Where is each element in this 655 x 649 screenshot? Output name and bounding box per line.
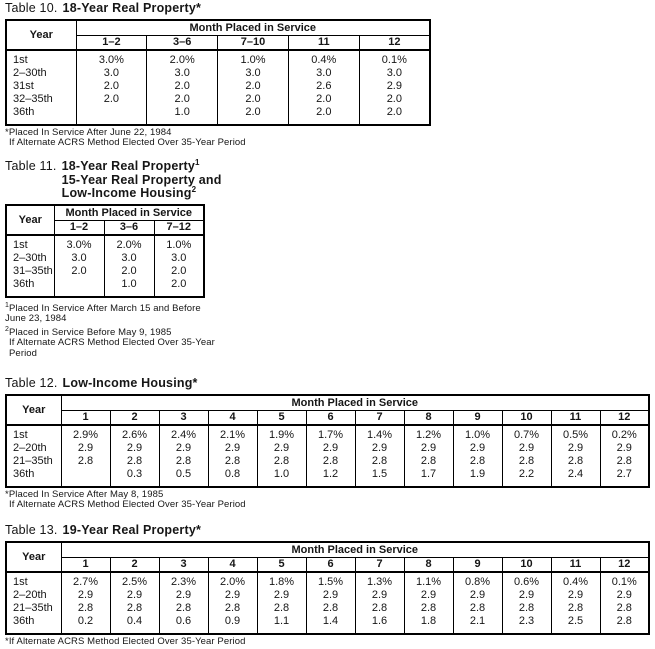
month-column-header: 4 [208,411,257,425]
rate-cell: 2.9 [404,589,453,602]
rate-cell: 1.0 [104,278,154,297]
table-title-lines [61,157,222,201]
year-cell: 21–35th [6,602,61,615]
rate-cell: 2.8 [502,455,551,468]
rate-cell: 0.8 [208,468,257,487]
table-row [6,278,204,297]
table-row [6,455,649,468]
rate-cell: 0.4 [110,615,159,634]
title-footnote-ref: 2 [191,184,197,194]
month-column-header: 7–12 [166,221,191,234]
rate-cell: 2.9 [616,441,632,454]
rate-cell: 2.8 [355,602,404,615]
rate-cell: 2.3% [159,572,208,589]
table-title-line [63,2,202,16]
table-title [5,157,222,201]
rate-cell: 1.0% [453,425,502,442]
rate-cell: 2.9 [110,589,159,602]
rate-cell: 1.3% [355,572,404,589]
month-column-header: 7–10 [218,36,289,50]
footnote-marker: * [5,635,9,647]
table-title [5,377,650,391]
footnote-text: Placed In Service After June 22, 1984 [8,126,172,138]
rate-cell: 2.0 [288,106,359,125]
table-row [6,589,649,602]
rate-cell: 2.9 [616,588,632,601]
rate-cell: 2.8 [453,602,502,615]
rate-cell: 2.9 [159,589,208,602]
title-text: 19-Year Real Property* [62,523,202,537]
year-cell: 32–35th [6,93,76,106]
rate-cell: 2.8 [551,602,600,615]
month-column-header: 8 [404,411,453,425]
rate-cell: 0.6 [159,615,208,634]
month-column-header: 11 [551,558,600,572]
rate-cell: 2.8 [61,602,110,615]
table-row [6,602,649,615]
rate-cell: 3.0 [54,252,104,265]
rate-cell: 2.0 [54,265,104,278]
rate-cell: 2.0 [147,80,218,93]
rate-cell: 0.7% [502,425,551,442]
rate-cell: 2.1 [453,615,502,634]
table-13-section [5,524,650,647]
rate-cell: 0.2 [61,615,110,634]
rate-cell: 2.9 [355,442,404,455]
rate-cell: 2.9 [306,442,355,455]
month-placed-in-service-header: Month Placed in Service [61,395,649,411]
month-column-header: 1–2 [76,36,147,50]
year-cell: 36th [6,278,54,297]
footnote-text: If Alternate ACRS Method Elected Over 35-Year Period [9,137,246,148]
table-number-label: Table 13. [5,523,58,537]
rate-cell: 3.0 [218,67,289,80]
rate-cell: 1.9% [257,425,306,442]
footnote [5,637,650,648]
table-title-lines [63,524,202,538]
year-column-header: Year [6,542,61,572]
month-placed-in-service-header: Month Placed in Service [54,205,204,221]
rate-cell: 2.8 [616,614,632,627]
table-title-line [63,524,202,538]
rate-cell: 1.0 [257,468,306,487]
rate-cell: 2.0 [288,93,359,106]
rate-cell: 1.1% [404,572,453,589]
rate-cell: 2.8 [404,455,453,468]
month-column-header: 2 [110,558,159,572]
rate-cell: 2.9 [61,589,110,602]
rate-cell: 2.0 [386,105,402,118]
footnote-marker: 1 [5,301,9,309]
rate-cell: 2.5 [551,615,600,634]
rate-cell: 3.0 [76,67,147,80]
month-column-header: 10 [502,558,551,572]
year-column-header: Year [6,20,76,50]
rate-table [5,394,650,488]
rate-cell: 3.0% [76,50,147,67]
footnote-text: Placed In Service After May 8, 1985 [8,488,164,500]
table-title-lines [63,377,198,391]
rate-cell: 2.0 [218,106,289,125]
month-column-header: 6 [306,558,355,572]
month-column-header: 11 [288,36,359,50]
rate-cell: 2.8 [257,602,306,615]
table-row [6,442,649,455]
year-cell: 1st [6,50,76,67]
year-cell: 1st [6,235,54,252]
table-row [6,50,430,67]
rate-cell: 2.8 [453,455,502,468]
table-title-line [61,157,222,174]
table-row [6,80,430,93]
rate-cell: 1.5% [306,572,355,589]
month-column-header: 12 [618,411,631,424]
rate-cell: 0.1% [359,50,430,67]
year-cell: 2–30th [6,252,54,265]
month-column-header: 7 [355,558,404,572]
rate-cell: 2.2 [502,468,551,487]
table-row [6,615,649,634]
month-column-header: 9 [453,411,502,425]
table-row [6,235,204,252]
month-column-header: 3–6 [147,36,218,50]
rate-cell: 1.4% [355,425,404,442]
year-cell: 36th [6,615,61,634]
rate-cell: 1.2 [306,468,355,487]
rate-cell: 2.9 [159,442,208,455]
rate-cell: 1.9 [453,468,502,487]
table-number-label: Table 11. [5,159,57,173]
year-cell: 2–30th [6,67,76,80]
title-text: 15-Year Real Property and [61,172,222,187]
rate-cell: 2.4% [159,425,208,442]
footnotes [5,128,431,149]
rate-cell: 1.4 [306,615,355,634]
month-column-header: 12 [388,36,401,49]
table-number-label: Table 12. [5,376,58,390]
footnote [5,138,431,149]
table-title-line [63,377,198,391]
rate-cell: 0.4% [551,572,600,589]
rate-cell: 2.9 [306,589,355,602]
rate-cell: 2.7 [616,467,632,480]
year-column-header: Year [6,205,54,235]
title-text: 18-Year Real Property [61,159,196,173]
footnote-marker: 2 [5,325,9,333]
table-row [6,67,430,80]
rate-cell: 2.4 [551,468,600,487]
rate-cell: 2.8 [355,455,404,468]
year-cell: 1st [6,425,61,442]
table-row [6,252,204,265]
rate-cell: 2.8 [404,602,453,615]
rate-cell: 1.2% [404,425,453,442]
month-column-header: 10 [502,411,551,425]
month-column-header: 6 [306,411,355,425]
table-row [6,572,649,589]
footnote-marker: * [5,488,9,500]
rate-cell: 1.8% [257,572,306,589]
rate-cell: 1.0 [147,106,218,125]
rate-cell: 0.9 [208,615,257,634]
footnote [5,338,219,359]
rate-cell: 2.9 [257,442,306,455]
footnote-text: If Alternate ACRS Method Elected Over 35-Year Period [9,499,246,510]
month-column-header: 1 [61,558,110,572]
title-footnote-ref: 1 [195,157,200,167]
rate-cell: 0.4% [288,50,359,67]
month-column-header: 3–6 [104,221,154,235]
title-text: Low-Income Housing [61,186,192,200]
year-cell: 2–20th [6,442,61,455]
month-column-header: 1–2 [54,221,104,235]
year-cell: 36th [6,468,61,487]
rate-cell: 2.0 [171,264,187,277]
rate-cell: 0.5% [551,425,600,442]
rate-cell: 2.3 [502,615,551,634]
rate-cell [76,106,147,125]
table-title-line [62,174,222,188]
rate-cell: 1.0% [218,50,289,67]
rate-cell: 2.8 [257,455,306,468]
rate-cell: 2.9 [110,442,159,455]
rate-cell: 2.0 [76,80,147,93]
rate-cell: 1.1 [257,615,306,634]
month-column-header: 3 [159,411,208,425]
rate-cell [61,468,110,487]
rate-cell: 2.8 [616,454,632,467]
month-column-header: 3 [159,558,208,572]
rate-cell: 2.9 [386,79,402,92]
rate-cell: 2.8 [61,455,110,468]
rate-cell: 0.5 [159,468,208,487]
table-row [6,468,649,487]
footnote-text: If Alternate ACRS Method Elected Over 35-Year Period [9,337,215,359]
footnotes [5,490,650,511]
title-text: Low-Income Housing* [62,376,198,390]
year-cell: 1st [6,572,61,589]
footnote-text: If Alternate ACRS Method Elected Over 35-Year Period [8,635,246,647]
rate-table [5,204,205,298]
rate-cell: 2.8 [110,602,159,615]
rate-cell: 2.8 [502,602,551,615]
rate-cell [54,278,104,297]
year-cell: 31st [6,80,76,93]
rate-cell: 2.0% [104,235,154,252]
table-title-line [61,184,222,201]
table-row [6,265,204,278]
footnote-text: Placed In Service After March 15 and Before June 23, 1984 [5,302,201,325]
rate-cell: 1.0% [154,235,204,252]
rate-cell: 2.0 [76,93,147,106]
month-column-header: 9 [453,558,502,572]
rate-cell: 2.9 [551,442,600,455]
rate-cell: 2.8 [110,455,159,468]
table-number-label: Table 10. [5,1,58,15]
rate-cell: 2.0 [104,265,154,278]
month-column-header: 7 [355,411,404,425]
footnote-marker: * [5,126,9,138]
rate-cell: 1.6 [355,615,404,634]
table-10-section [5,2,431,149]
year-cell: 21–35th [6,455,61,468]
rate-cell: 3.0 [147,67,218,80]
rate-cell: 2.5% [110,572,159,589]
footnote [5,500,650,511]
month-column-header: 1 [61,411,110,425]
month-column-header: 2 [110,411,159,425]
table-row [6,425,649,442]
month-placed-in-service-header: Month Placed in Service [61,542,649,558]
rate-cell: 1.7% [306,425,355,442]
month-column-header: 8 [404,558,453,572]
rate-cell: 2.9 [551,589,600,602]
rate-cell: 2.9 [453,589,502,602]
rate-cell: 1.8 [404,615,453,634]
rate-cell: 2.0 [218,80,289,93]
rate-cell: 0.3 [110,468,159,487]
rate-cell: 2.8 [208,455,257,468]
rate-cell: 2.0 [386,92,402,105]
month-column-header: 12 [618,558,631,571]
rate-cell: 0.2% [600,425,649,442]
rate-cell: 2.9 [208,442,257,455]
rate-cell: 2.8 [159,455,208,468]
rate-cell: 2.9% [61,425,110,442]
rate-cell: 2.8 [306,455,355,468]
month-placed-in-service-header: Month Placed in Service [76,20,430,36]
year-column-header: Year [6,395,61,425]
table-12-section [5,377,650,511]
footnote-text: Placed in Service Before May 9, 1985 [9,326,172,338]
rate-cell: 2.0% [208,572,257,589]
rate-table [5,19,431,126]
rate-cell: 3.0 [171,251,187,264]
table-title [5,524,650,538]
footnote [5,325,219,339]
rate-cell: 3.0% [54,235,104,252]
rate-cell: 2.6% [110,425,159,442]
month-column-header: 4 [208,558,257,572]
year-cell: 2–20th [6,589,61,602]
rate-cell: 3.0 [104,252,154,265]
rate-cell: 2.9 [208,589,257,602]
table-11-section [5,157,222,359]
rate-cell: 0.8% [453,572,502,589]
rate-cell: 1.5 [355,468,404,487]
rate-cell: 2.8 [306,602,355,615]
title-text: 18-Year Real Property* [62,1,202,15]
rate-cell: 3.0 [288,67,359,80]
rate-cell: 2.9 [502,442,551,455]
table-title-lines [63,2,202,16]
year-cell: 36th [6,106,76,125]
table-title [5,2,431,16]
year-cell: 31–35th [6,265,54,278]
rate-cell: 2.9 [453,442,502,455]
rate-cell: 0.1% [600,572,649,589]
rate-cell: 2.9 [355,589,404,602]
rate-cell: 2.9 [257,589,306,602]
rate-cell: 2.9 [61,442,110,455]
month-column-header: 11 [551,411,600,425]
rate-cell: 2.7% [61,572,110,589]
rate-table [5,541,650,635]
rate-cell: 2.0% [147,50,218,67]
rate-cell: 2.6 [288,80,359,93]
rate-cell: 3.0 [386,66,402,79]
rate-cell: 2.8 [551,455,600,468]
footnote [5,301,219,325]
footnotes [5,637,650,648]
month-column-header: 5 [257,411,306,425]
rate-cell: 2.8 [616,601,632,614]
rate-cell: 2.0 [147,93,218,106]
table-row [6,93,430,106]
rate-cell: 2.8 [159,602,208,615]
rate-cell: 0.6% [502,572,551,589]
footnotes [5,301,219,360]
rate-cell: 2.8 [208,602,257,615]
table-row [6,106,430,125]
rate-cell: 2.9 [404,442,453,455]
rate-cell: 2.0 [171,277,187,290]
rate-cell: 2.0 [218,93,289,106]
rate-cell: 1.7 [404,468,453,487]
month-column-header: 5 [257,558,306,572]
rate-cell: 2.1% [208,425,257,442]
rate-cell: 2.9 [502,589,551,602]
